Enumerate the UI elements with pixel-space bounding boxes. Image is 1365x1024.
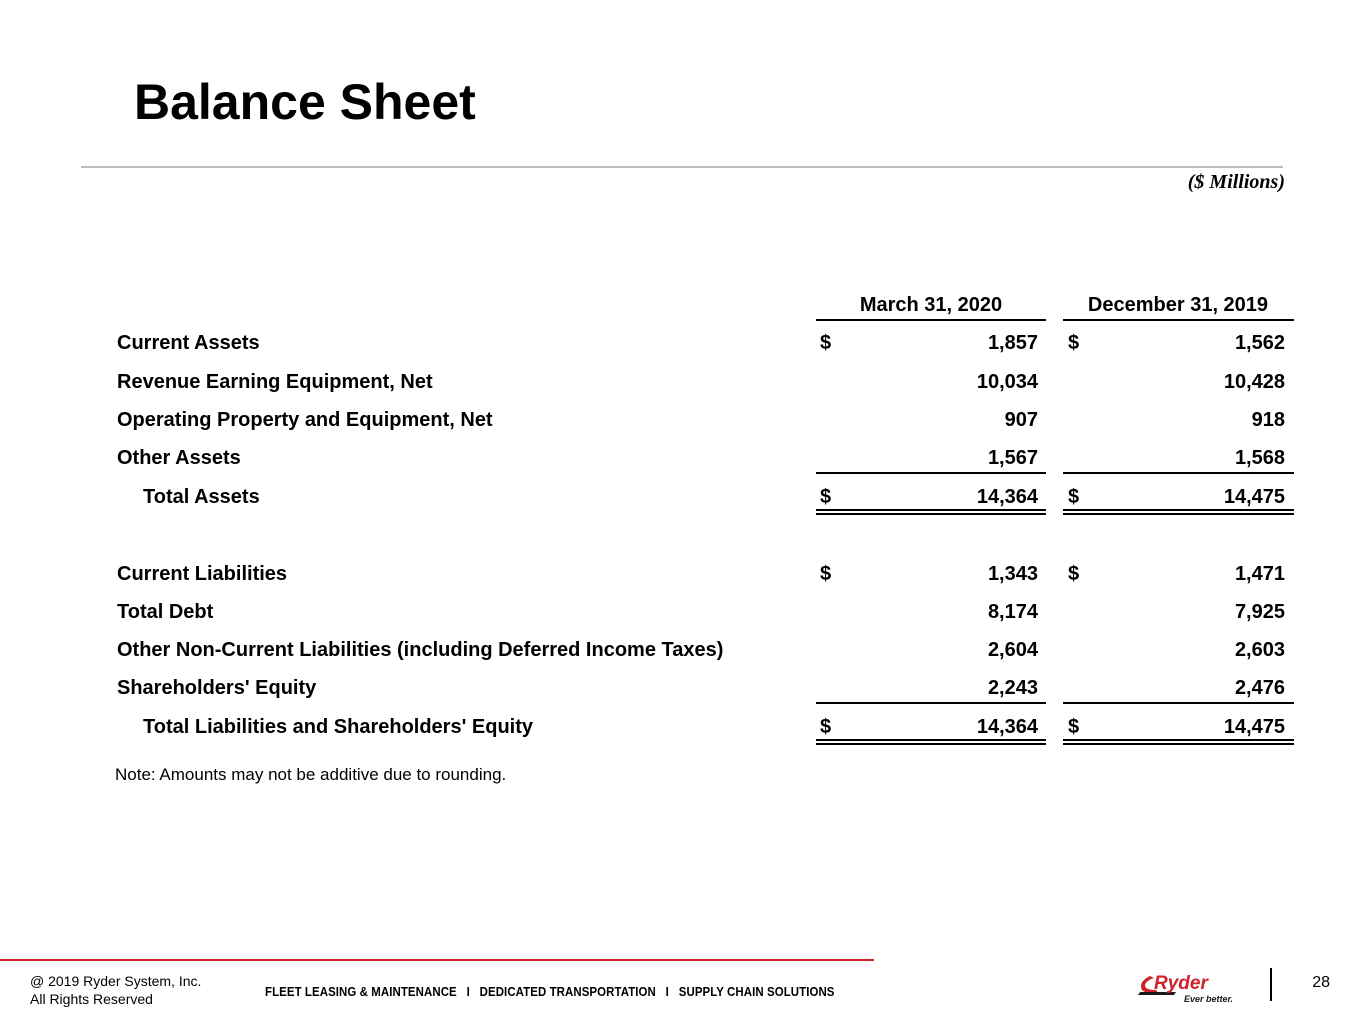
logo-tagline: Ever better. — [1184, 994, 1234, 1004]
subtotal-rule — [816, 472, 1046, 474]
value-december-2019: 2,476 — [1234, 677, 1285, 699]
double-underline — [816, 743, 1046, 745]
total-value-december-2019: 14,475 — [1223, 716, 1285, 738]
double-underline — [816, 513, 1046, 515]
column-header-underline — [1063, 319, 1294, 321]
currency-symbol: $ — [820, 716, 832, 738]
copyright-line-2: All Rights Reserved — [30, 991, 153, 1007]
value-december-2019: 7,925 — [1234, 601, 1285, 623]
footnote: Note: Amounts may not be additive due to rounding. — [115, 765, 507, 784]
value-march-2020: 907 — [1004, 409, 1038, 431]
units-label: ($ Millions) — [1187, 171, 1285, 193]
footer-separator — [1270, 968, 1272, 1001]
title-divider — [81, 166, 1283, 168]
page-number: 28 — [1312, 974, 1330, 991]
value-december-2019: 2,603 — [1234, 639, 1285, 661]
subtotal-rule — [1063, 702, 1294, 704]
value-december-2019: 1,562 — [1234, 332, 1285, 354]
column-header-march-2020: March 31, 2020 — [859, 294, 1003, 316]
value-december-2019: 1,471 — [1234, 563, 1285, 585]
currency-symbol: $ — [1068, 716, 1080, 738]
column-header-underline — [816, 319, 1046, 321]
total-row-label: Total Assets — [143, 486, 260, 508]
footer-red-rule — [0, 959, 874, 961]
ryder-logo-icon — [1136, 970, 1242, 1004]
copyright — [30, 972, 201, 1008]
double-underline — [1063, 739, 1294, 741]
page-title: Balance Sheet — [134, 74, 476, 130]
ryder-logo — [1136, 970, 1242, 1004]
double-underline — [816, 739, 1046, 741]
value-march-2020: 2,243 — [987, 677, 1038, 699]
subtotal-rule — [1063, 472, 1294, 474]
currency-symbol: $ — [1068, 486, 1080, 508]
business-divisions: FLEET LEASING & MAINTENANCE I DEDICATED TRANSPORTATION I SUPPLY CHAIN SOLUTIONS — [265, 984, 835, 999]
row-label: Total Debt — [117, 601, 214, 623]
value-march-2020: 1,343 — [987, 563, 1038, 585]
double-underline — [1063, 509, 1294, 511]
column-header-december-2019: December 31, 2019 — [1087, 294, 1269, 316]
value-december-2019: 918 — [1251, 409, 1285, 431]
row-label: Current Liabilities — [117, 563, 288, 585]
row-label: Revenue Earning Equipment, Net — [117, 371, 433, 393]
value-december-2019: 10,428 — [1223, 371, 1285, 393]
double-underline — [816, 509, 1046, 511]
row-label: Other Assets — [117, 447, 241, 469]
currency-symbol: $ — [820, 486, 832, 508]
total-row-label: Total Liabilities and Shareholders' Equity — [143, 716, 534, 738]
total-value-december-2019: 14,475 — [1223, 486, 1285, 508]
row-label: Current Assets — [117, 332, 260, 354]
value-march-2020: 2,604 — [987, 639, 1038, 661]
total-value-march-2020: 14,364 — [976, 486, 1038, 508]
currency-symbol: $ — [820, 332, 832, 354]
currency-symbol: $ — [820, 563, 832, 585]
value-march-2020: 1,567 — [987, 447, 1038, 469]
row-label: Operating Property and Equipment, Net — [117, 409, 493, 431]
subtotal-rule — [816, 702, 1046, 704]
value-december-2019: 1,568 — [1234, 447, 1285, 469]
logo-wordmark: Ryder — [1154, 973, 1208, 994]
double-underline — [1063, 743, 1294, 745]
double-underline — [1063, 513, 1294, 515]
value-march-2020: 10,034 — [976, 371, 1038, 393]
row-label: Other Non-Current Liabilities (including Deferred Income Taxes) — [117, 639, 724, 661]
currency-symbol: $ — [1068, 563, 1080, 585]
row-label: Shareholders' Equity — [117, 677, 317, 699]
total-value-march-2020: 14,364 — [976, 716, 1038, 738]
value-march-2020: 1,857 — [987, 332, 1038, 354]
currency-symbol: $ — [1068, 332, 1080, 354]
value-march-2020: 8,174 — [987, 601, 1038, 623]
copyright-line-1: @ 2019 Ryder System, Inc. — [30, 973, 202, 989]
